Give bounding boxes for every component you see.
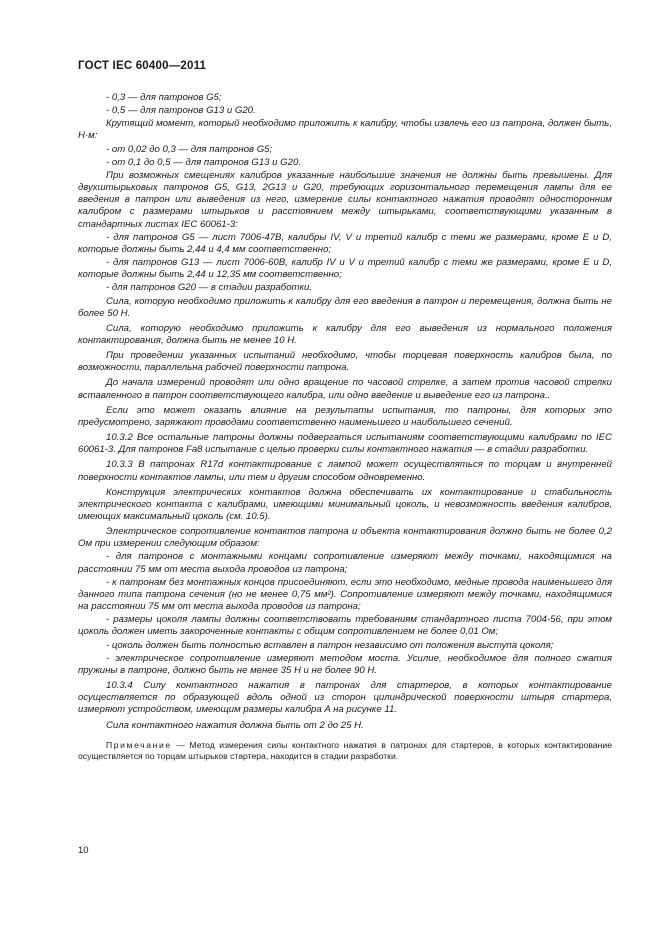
paragraph: Если это может оказать влияние на результаты испытания, то патроны, для которых это предусмотрено, заряжают проводами соответственно наименьшего и наибольшего сечений. — [78, 404, 612, 428]
note-text: — Метод измерения силы контактного нажатия в патронах для стартеров, в которых контактирование осуществляется по торцам штырьков стартера, находится в стадии разработки. — [78, 739, 612, 761]
paragraph: - цоколь должен быть полностью вставлен в патрон независимо от положения выступа цоколя; — [106, 639, 554, 651]
note-label: Примечание — [106, 739, 172, 750]
paragraph: - 0,3 — для патронов G5; — [106, 92, 222, 103]
section-10-3-3: 10.3.3 В патронах R17d контактирование с лампой может осуществляться по торцам и внутренней поверхности контактов лампы, или тем и другим способом одновременно. — [78, 459, 612, 483]
paragraph: Крутящий момент, который необходимо приложить к калибру, чтобы извлечь его из патрона, должен быть, Н·м: — [78, 118, 612, 142]
paragraph: Конструкция электрических контактов должна обеспечивать их контактирование и стабильность электрического контакта с калибрами, имеющими минимальный цоколь, и невозможность введения калибров, имеющих максимальный цоколь (см. 10.5). — [78, 486, 612, 522]
page-body — [78, 92, 612, 762]
paragraph: - от 0,02 до 0,3 — для патронов G5; — [106, 143, 273, 155]
paragraph: - для патронов G5 — лист 7006-47B, калибры IV, V и третий калибр с теми же размерами, кроме E и D, которые должны быть 2,44 и 4,4 мм соответственно; — [78, 231, 612, 255]
section-10-3-4: 10.3.4 Силу контактного нажатия в патронах для стартеров, в которых контактирование осуществляется по образующей вдоль одной из сторон цилиндрической поверхности штыря стартера, измеряют устройством, имеющим размеры калибра A на рисунке 11. — [78, 680, 612, 716]
paragraph: - 0,5 — для патронов G13 и G20. — [106, 105, 256, 117]
paragraph: Электрическое сопротивление контактов патрона и объекта контактирования должно быть не более 0,2 Ом при измерении следующим образом: — [78, 526, 612, 550]
paragraph: Сила контактного нажатия должна быть от 2 до 25 Н. — [106, 719, 364, 731]
paragraph: При возможных смещениях калибров указанные наибольшие значения не должны быть превышены. Для двухштырьковых патронов G5, G13, 2G13 и G20, требующих горизонтального перемещения лампы для ее введения в патрон или выведения из него, измерение силы контактного нажатия проводят односторонним калибром с размерами штырьков и расстоянием между штырьками, соответствующими указанным в стандартных листах IEC 60061-3: — [78, 169, 612, 230]
paragraph: - к патронам без монтажных концов присоединяют, если это необходимо, медные провода наименьшего для данного типа патрона сечения (но не менее 0,75 мм²). Сопротивление измеряют между точками, находящимися на расстоянии 75 мм от места выхода проводов из патрона; — [78, 576, 612, 613]
paragraph: Сила, которую необходимо приложить к калибру для его выведения из нормального положения контактирования, должна быть не менее 10 Н. — [78, 322, 612, 346]
paragraph: - электрическое сопротивление измеряют методом моста. Усилие, необходимое для полного сжатия пружины в патроне, должно быть не менее 35 Н и не более 90 Н. — [78, 652, 612, 676]
paragraph: - размеры цоколя лампы должны соответствовать требованиям стандартного листа 7004-56, при этом цоколь должен иметь закороченные контакты с общим сопротивлением не более 0,01 Ом; — [78, 614, 612, 638]
paragraph: При проведении указанных испытаний необходимо, чтобы торцевая поверхность калибров была, по возможности, параллельна рабочей поверхности патрона. — [78, 350, 612, 374]
paragraph: - для патронов с монтажными концами сопротивление измеряют между точками, находящимися на расстоянии 75 мм от места выхода проводов из патрона; — [78, 551, 612, 575]
section-10-3-2: 10.3.2 Все остальные патроны должны подвергаться испытаниям соответствующими калибрами по IEC 60061-3. Для патронов Fa8 испытание с целью проверки силы контактного нажатия — в стадии разработки. — [78, 432, 612, 456]
document-header: ГОСТ IEC 60400—2011 — [78, 60, 207, 72]
paragraph: - для патронов G20 — в стадии разработки. — [106, 282, 313, 294]
paragraph: До начала измерений проводят или одно вращение по часовой стрелке, а затем против часовой стрелки вставленного в патрон соответствующего калибра, или одно введение и выведение его из патрона.. — [78, 377, 612, 401]
paragraph: - для патронов G13 — лист 7006-60B, калибр IV и V и третий калибр с теми же размерами, кроме E и D, которые должны быть 2,44 и 12,35 мм соответственно; — [78, 257, 612, 281]
paragraph: - от 0,1 до 0,5 — для патронов G13 и G20. — [106, 156, 301, 168]
note — [78, 740, 612, 762]
page-number: 10 — [78, 845, 89, 856]
paragraph: Сила, которую необходимо приложить к калибру для его введения в патрон и перемещения, должна быть не более 50 Н. — [78, 295, 612, 319]
